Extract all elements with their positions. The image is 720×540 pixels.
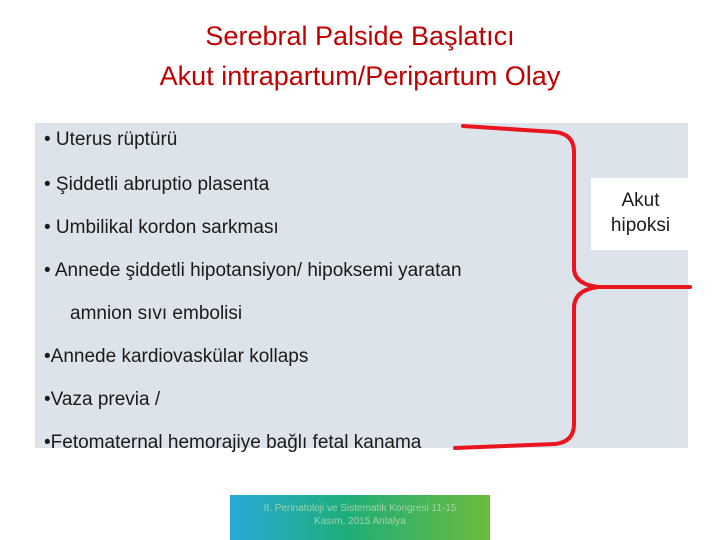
- side-label-line-1: Akut: [621, 190, 660, 211]
- slide-title-line-1: Serebral Palside Başlatıcı: [205, 21, 515, 51]
- bullet-item-1: • Uterus rüptürü: [44, 129, 178, 150]
- footer-text-line-1: II. Perinatoloji ve Sistematik Kongresi 11-15: [263, 503, 457, 514]
- side-label-box: [591, 178, 690, 250]
- side-label-line-2: hipoksi: [610, 215, 671, 236]
- bullet-item-4-continuation: amnion sıvı embolisi: [70, 303, 243, 324]
- bullet-item-4: • Annede şiddetli hipotansiyon/ hipoksemi yaratan: [44, 260, 462, 281]
- bullet-item-6: •Vaza previa /: [44, 389, 161, 410]
- bullet-item-7: •Fetomaternal hemorajiye bağlı fetal kanama: [44, 432, 422, 453]
- footer-bar: [230, 495, 490, 540]
- footer-text-line-2: Kasım, 2015 Antalya: [314, 516, 406, 527]
- bullet-item-5: •Annede kardiovaskülar kollaps: [44, 346, 309, 367]
- bullet-item-3: • Umbilikal kordon sarkması: [44, 217, 279, 238]
- bullet-item-2: • Şiddetli abruptio plasenta: [44, 174, 270, 195]
- slide-title-line-2: Akut intrapartum/Peripartum Olay: [159, 61, 561, 91]
